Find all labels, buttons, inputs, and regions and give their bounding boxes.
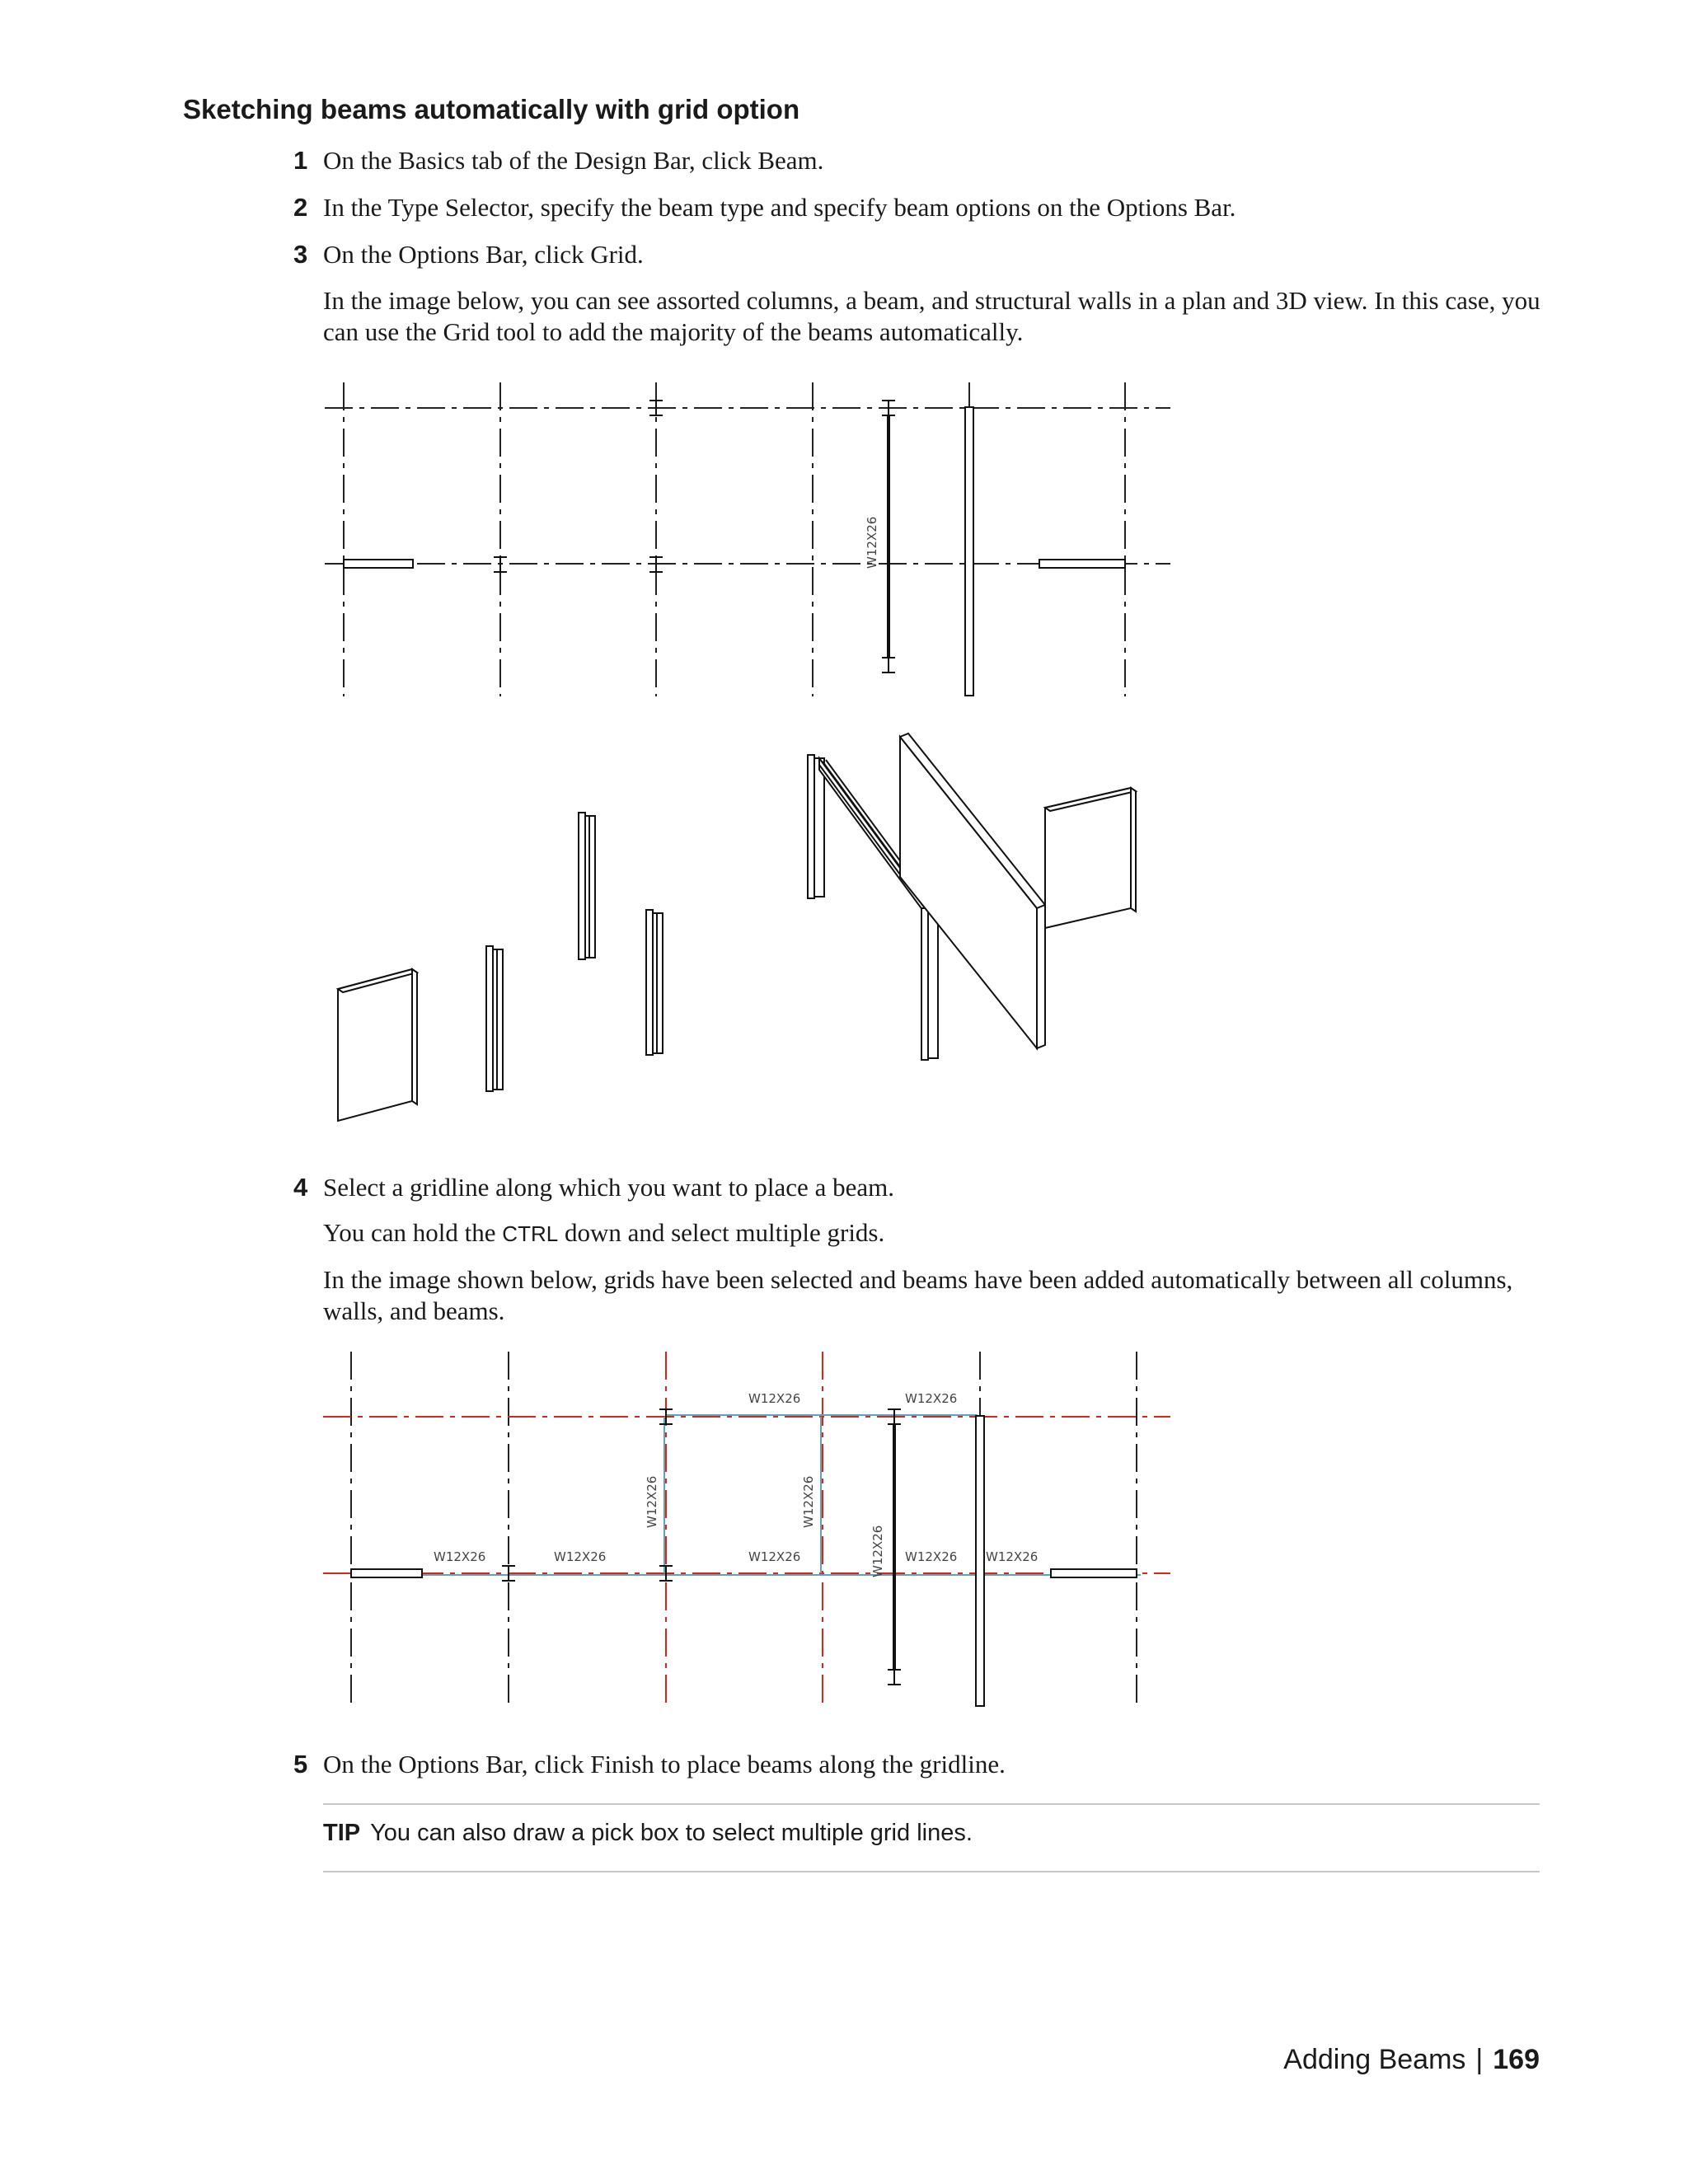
tip-bottom-rule <box>323 1871 1540 1872</box>
step-3-description: In the image below, you can see assorted columns, a beam, and structural walls in a plan and 3D view. In this case, you can use the Grid tool to add the majority of the beams automatically. <box>323 286 1540 346</box>
beam-label: W12X26 <box>801 1475 816 1528</box>
plan-view-selected-figure <box>313 1348 1179 1711</box>
step-number: 2 <box>293 193 308 222</box>
step-text: On the Basics tab of the Design Bar, click Beam. <box>323 146 824 175</box>
beam-label: W12X26 <box>554 1549 607 1564</box>
note-text: down and select multiple grids. <box>558 1218 885 1247</box>
beam-vertical <box>865 401 895 673</box>
page-footer <box>1283 2044 1540 2076</box>
step-number: 1 <box>293 146 308 175</box>
footer-section: Adding Beams <box>1283 2044 1466 2075</box>
beam-labels <box>434 1391 1038 1577</box>
columns <box>494 401 663 572</box>
beam-label: W12X26 <box>986 1549 1039 1564</box>
beam-label: W12X26 <box>434 1549 486 1564</box>
tip-text: You can also draw a pick box to select multiple grid lines. <box>370 1820 973 1846</box>
wall-left <box>338 969 417 1121</box>
step-4-description: In the image shown below, grids have been selected and beams have been added automatically between all columns, walls, and beams. <box>323 1265 1513 1325</box>
beam-label: W12X26 <box>865 516 879 569</box>
3d-view-figure <box>321 725 1162 1137</box>
beam-label: W12X26 <box>748 1549 801 1564</box>
column-3 <box>646 910 663 1055</box>
step-text: On the Options Bar, click Finish to place beams along the gridline. <box>323 1750 1006 1779</box>
step-4-note <box>323 1217 1551 1249</box>
column-4 <box>808 755 824 898</box>
step-number: 4 <box>293 1173 308 1202</box>
beam-label: W12X26 <box>905 1391 958 1406</box>
beam-vertical <box>888 1409 901 1685</box>
column-5 <box>921 908 938 1060</box>
wall-right <box>1045 788 1136 928</box>
step-text: Select a gridline along which you want to place a beam. <box>323 1173 894 1202</box>
step-text: On the Options Bar, click Grid. <box>323 240 644 269</box>
column-1 <box>486 946 503 1091</box>
grid-lines <box>325 382 1170 696</box>
step-number: 5 <box>293 1750 308 1779</box>
beam-label: W12X26 <box>905 1549 958 1564</box>
ctrl-key: CTRL <box>502 1221 559 1246</box>
step-text: In the Type Selector, specify the beam type and specify beam options on the Options Bar. <box>323 193 1236 222</box>
section-title: Sketching beams automatically with grid option <box>183 94 800 124</box>
footer-separator: | <box>1475 2044 1484 2075</box>
column-2 <box>579 813 595 959</box>
structural-walls <box>344 407 1125 696</box>
page-number: 169 <box>1493 2044 1540 2075</box>
beam-label: W12X26 <box>748 1391 801 1406</box>
beam-label: W12X26 <box>645 1475 659 1528</box>
tip-top-rule <box>323 1803 1540 1805</box>
tip-box <box>323 1820 973 1847</box>
beam-label: W12X26 <box>870 1525 885 1577</box>
step-number: 3 <box>293 240 308 269</box>
plan-view-figure <box>313 379 1179 709</box>
grid-lines <box>323 1352 1170 1708</box>
tip-label: TIP <box>323 1820 361 1846</box>
note-text: You can hold the <box>323 1218 503 1247</box>
